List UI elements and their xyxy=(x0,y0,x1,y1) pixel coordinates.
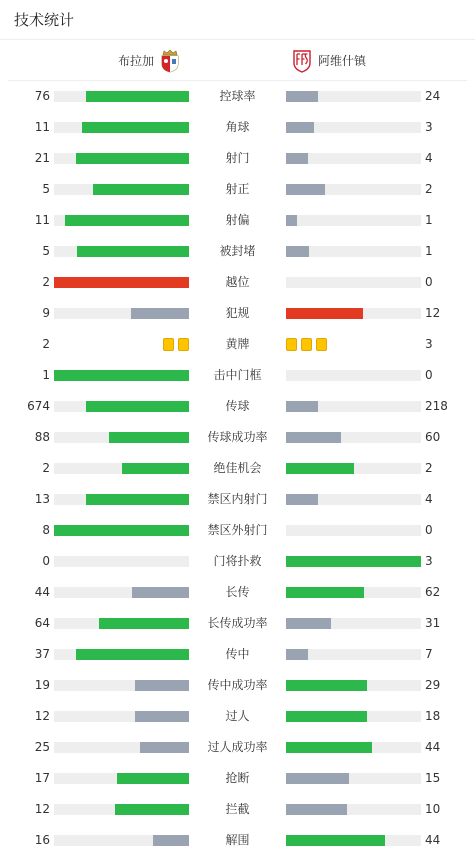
teams-bar xyxy=(8,40,467,81)
home-stat-value: 44 xyxy=(34,585,50,599)
stat-label: 过人 xyxy=(225,709,250,723)
stat-row xyxy=(0,453,475,484)
home-bar-track xyxy=(54,184,189,195)
home-bar-fill xyxy=(77,246,189,257)
stats-header xyxy=(0,0,475,40)
braga-crest-icon xyxy=(160,49,180,73)
away-bar-fill xyxy=(286,742,372,753)
away-bar-track xyxy=(286,649,421,660)
away-bar-track xyxy=(286,184,421,195)
away-bar-fill xyxy=(286,649,308,660)
yellow-card-icon xyxy=(301,338,312,351)
stat-label: 越位 xyxy=(225,275,250,289)
away-stat-value: 1 xyxy=(425,244,433,258)
home-bar-fill xyxy=(99,618,189,629)
away-stat-value: 0 xyxy=(425,368,433,382)
home-bar-track xyxy=(54,742,189,753)
stat-label: 被封堵 xyxy=(219,244,256,258)
home-stat-value: 25 xyxy=(34,740,50,754)
stat-row xyxy=(0,484,475,515)
stat-row xyxy=(0,515,475,546)
home-stat-value: 2 xyxy=(42,337,50,351)
away-bar-fill xyxy=(286,184,325,195)
away-stat-value: 44 xyxy=(425,740,441,754)
afs-crest-icon xyxy=(292,49,312,73)
stat-row xyxy=(0,143,475,174)
stat-row xyxy=(0,81,475,112)
stat-row xyxy=(0,236,475,267)
away-bar-fill xyxy=(286,153,308,164)
home-yellow-cards xyxy=(163,338,189,351)
away-stat-value: 4 xyxy=(425,151,433,165)
away-bar-fill xyxy=(286,308,363,319)
away-bar-fill xyxy=(286,463,354,474)
home-stat-value: 21 xyxy=(34,151,50,165)
stat-label: 抢断 xyxy=(225,771,250,785)
home-bar-track xyxy=(54,804,189,815)
home-stat-value: 8 xyxy=(42,523,50,537)
away-bar-track xyxy=(286,494,421,505)
stat-label: 控球率 xyxy=(219,89,256,103)
away-bar-fill xyxy=(286,835,385,846)
stat-label: 犯规 xyxy=(225,306,250,320)
stat-label: 门将扑救 xyxy=(213,554,262,568)
home-stat-value: 13 xyxy=(34,492,50,506)
stat-row xyxy=(0,546,475,577)
stat-row xyxy=(0,732,475,763)
home-stat-value: 674 xyxy=(27,399,50,413)
yellow-card-icon xyxy=(316,338,327,351)
away-stat-value: 60 xyxy=(425,430,441,444)
home-bar-fill xyxy=(86,91,189,102)
away-bar-track xyxy=(286,711,421,722)
stat-label: 禁区外射门 xyxy=(207,523,268,537)
home-stat-value: 11 xyxy=(34,213,50,227)
home-bar-track xyxy=(54,649,189,660)
away-bar-fill xyxy=(286,773,349,784)
home-bar-track xyxy=(54,153,189,164)
away-stat-value: 1 xyxy=(425,213,433,227)
home-bar-track xyxy=(54,370,189,381)
home-bar-fill xyxy=(122,463,190,474)
away-bar-fill xyxy=(286,91,318,102)
stat-row xyxy=(0,794,475,825)
away-bar-track xyxy=(286,370,421,381)
home-stat-value: 64 xyxy=(34,616,50,630)
home-stat-value: 2 xyxy=(42,275,50,289)
home-bar-fill xyxy=(132,587,189,598)
away-bar-track xyxy=(286,525,421,536)
home-stat-value: 19 xyxy=(34,678,50,692)
stat-label: 禁区内射门 xyxy=(207,492,268,506)
away-bar-track xyxy=(286,835,421,846)
away-bar-track xyxy=(286,742,421,753)
away-bar-fill xyxy=(286,711,367,722)
home-team[interactable] xyxy=(118,40,180,81)
away-stat-value: 0 xyxy=(425,275,433,289)
home-bar-fill xyxy=(76,153,189,164)
home-stat-value: 9 xyxy=(42,306,50,320)
home-bar-fill xyxy=(115,804,189,815)
away-stat-value: 2 xyxy=(425,182,433,196)
home-bar-fill xyxy=(54,277,189,288)
away-stat-value: 24 xyxy=(425,89,441,103)
stat-label: 击中门框 xyxy=(213,368,262,382)
away-stat-value: 3 xyxy=(425,337,433,351)
away-bar-fill xyxy=(286,804,347,815)
away-bar-track xyxy=(286,215,421,226)
stats-list xyxy=(0,81,475,856)
home-bar-track xyxy=(54,277,189,288)
home-bar-fill xyxy=(93,184,189,195)
home-bar-fill xyxy=(153,835,189,846)
stat-label: 传球成功率 xyxy=(207,430,268,444)
away-bar-track xyxy=(286,463,421,474)
stat-row xyxy=(0,205,475,236)
away-stat-value: 0 xyxy=(425,523,433,537)
stat-label: 解围 xyxy=(225,833,250,847)
stat-label: 射正 xyxy=(225,182,250,196)
home-bar-track xyxy=(54,587,189,598)
away-bar-track xyxy=(286,308,421,319)
away-bar-track xyxy=(286,401,421,412)
stat-row xyxy=(0,391,475,422)
home-bar-track xyxy=(54,618,189,629)
away-bar-track xyxy=(286,587,421,598)
away-bar-track xyxy=(286,91,421,102)
away-bar-fill xyxy=(286,215,297,226)
away-stat-value: 12 xyxy=(425,306,441,320)
stat-row xyxy=(0,329,475,360)
stat-row xyxy=(0,422,475,453)
home-stat-value: 5 xyxy=(42,182,50,196)
away-team-name: 阿维什镇 xyxy=(318,54,367,68)
home-bar-track xyxy=(54,308,189,319)
away-stat-value: 218 xyxy=(425,399,448,413)
home-bar-track xyxy=(54,773,189,784)
away-bar-fill xyxy=(286,618,331,629)
away-bar-track xyxy=(286,556,421,567)
home-bar-track xyxy=(54,680,189,691)
away-bar-track xyxy=(286,432,421,443)
home-bar-track xyxy=(54,835,189,846)
stat-label: 绝佳机会 xyxy=(213,461,262,475)
home-stat-value: 17 xyxy=(34,771,50,785)
stat-row xyxy=(0,298,475,329)
home-stat-value: 12 xyxy=(34,802,50,816)
home-stat-value: 16 xyxy=(34,833,50,847)
home-bar-track xyxy=(54,711,189,722)
away-stat-value: 3 xyxy=(425,554,433,568)
home-stat-value: 76 xyxy=(34,89,50,103)
away-stat-value: 2 xyxy=(425,461,433,475)
home-bar-track xyxy=(54,401,189,412)
away-bar-track xyxy=(286,277,421,288)
stat-row xyxy=(0,608,475,639)
stat-row xyxy=(0,577,475,608)
page-title: 技术统计 xyxy=(14,11,75,29)
away-stat-value: 62 xyxy=(425,585,441,599)
home-bar-fill xyxy=(117,773,189,784)
home-bar-fill xyxy=(76,649,189,660)
home-bar-fill xyxy=(54,525,189,536)
away-bar-track xyxy=(286,246,421,257)
away-bar-fill xyxy=(286,401,318,412)
away-bar-fill xyxy=(286,556,421,567)
stat-row xyxy=(0,112,475,143)
stat-row xyxy=(0,763,475,794)
away-bar-track xyxy=(286,804,421,815)
away-bar-fill xyxy=(286,680,367,691)
away-bar-track xyxy=(286,773,421,784)
home-stat-value: 0 xyxy=(42,554,50,568)
stat-label: 角球 xyxy=(225,120,250,134)
away-yellow-cards xyxy=(286,338,327,351)
home-bar-fill xyxy=(140,742,189,753)
away-bar-fill xyxy=(286,432,341,443)
stat-label: 传中 xyxy=(225,647,250,661)
stat-label: 传球 xyxy=(225,399,250,413)
stat-row xyxy=(0,267,475,298)
stat-row xyxy=(0,701,475,732)
home-stat-value: 12 xyxy=(34,709,50,723)
stat-label: 长传成功率 xyxy=(207,616,268,630)
home-stat-value: 1 xyxy=(42,368,50,382)
home-bar-track xyxy=(54,122,189,133)
away-stat-value: 10 xyxy=(425,802,441,816)
away-stat-value: 7 xyxy=(425,647,433,661)
stat-label: 传中成功率 xyxy=(207,678,268,692)
away-team[interactable] xyxy=(292,40,366,81)
home-bar-fill xyxy=(54,370,189,381)
yellow-card-icon xyxy=(178,338,189,351)
home-bar-fill xyxy=(135,680,189,691)
away-stat-value: 31 xyxy=(425,616,441,630)
home-team-name: 布拉加 xyxy=(117,54,154,68)
home-bar-fill xyxy=(86,401,189,412)
away-stat-value: 44 xyxy=(425,833,441,847)
away-stat-value: 29 xyxy=(425,678,441,692)
away-stat-value: 3 xyxy=(425,120,433,134)
stat-label: 长传 xyxy=(225,585,250,599)
away-bar-fill xyxy=(286,494,318,505)
home-bar-track xyxy=(54,494,189,505)
away-bar-track xyxy=(286,153,421,164)
home-bar-track xyxy=(54,463,189,474)
away-bar-fill xyxy=(286,246,309,257)
home-stat-value: 5 xyxy=(42,244,50,258)
stat-label: 拦截 xyxy=(225,802,250,816)
stat-row xyxy=(0,825,475,856)
away-bar-track xyxy=(286,122,421,133)
away-bar-fill xyxy=(286,587,364,598)
away-bar-track xyxy=(286,680,421,691)
home-bar-fill xyxy=(131,308,189,319)
home-bar-track xyxy=(54,246,189,257)
home-bar-fill xyxy=(82,122,189,133)
stat-row xyxy=(0,639,475,670)
stat-label: 过人成功率 xyxy=(207,740,268,754)
home-bar-track xyxy=(54,432,189,443)
stat-row xyxy=(0,174,475,205)
home-bar-fill xyxy=(135,711,189,722)
away-stat-value: 18 xyxy=(425,709,441,723)
away-bar-track xyxy=(286,618,421,629)
away-stat-value: 15 xyxy=(425,771,441,785)
away-stat-value: 4 xyxy=(425,492,433,506)
home-stat-value: 11 xyxy=(34,120,50,134)
stat-label: 射门 xyxy=(225,151,250,165)
home-bar-fill xyxy=(86,494,189,505)
stat-row xyxy=(0,670,475,701)
away-bar-fill xyxy=(286,122,314,133)
stat-label: 黄牌 xyxy=(225,337,250,351)
home-bar-track xyxy=(54,91,189,102)
home-stat-value: 88 xyxy=(34,430,50,444)
home-bar-track xyxy=(54,525,189,536)
home-bar-fill xyxy=(65,215,189,226)
home-stat-value: 37 xyxy=(34,647,50,661)
yellow-card-icon xyxy=(286,338,297,351)
stat-label: 射偏 xyxy=(225,213,250,227)
yellow-card-icon xyxy=(163,338,174,351)
stat-row xyxy=(0,360,475,391)
home-stat-value: 2 xyxy=(42,461,50,475)
home-bar-fill xyxy=(109,432,189,443)
home-bar-track xyxy=(54,556,189,567)
home-bar-track xyxy=(54,215,189,226)
